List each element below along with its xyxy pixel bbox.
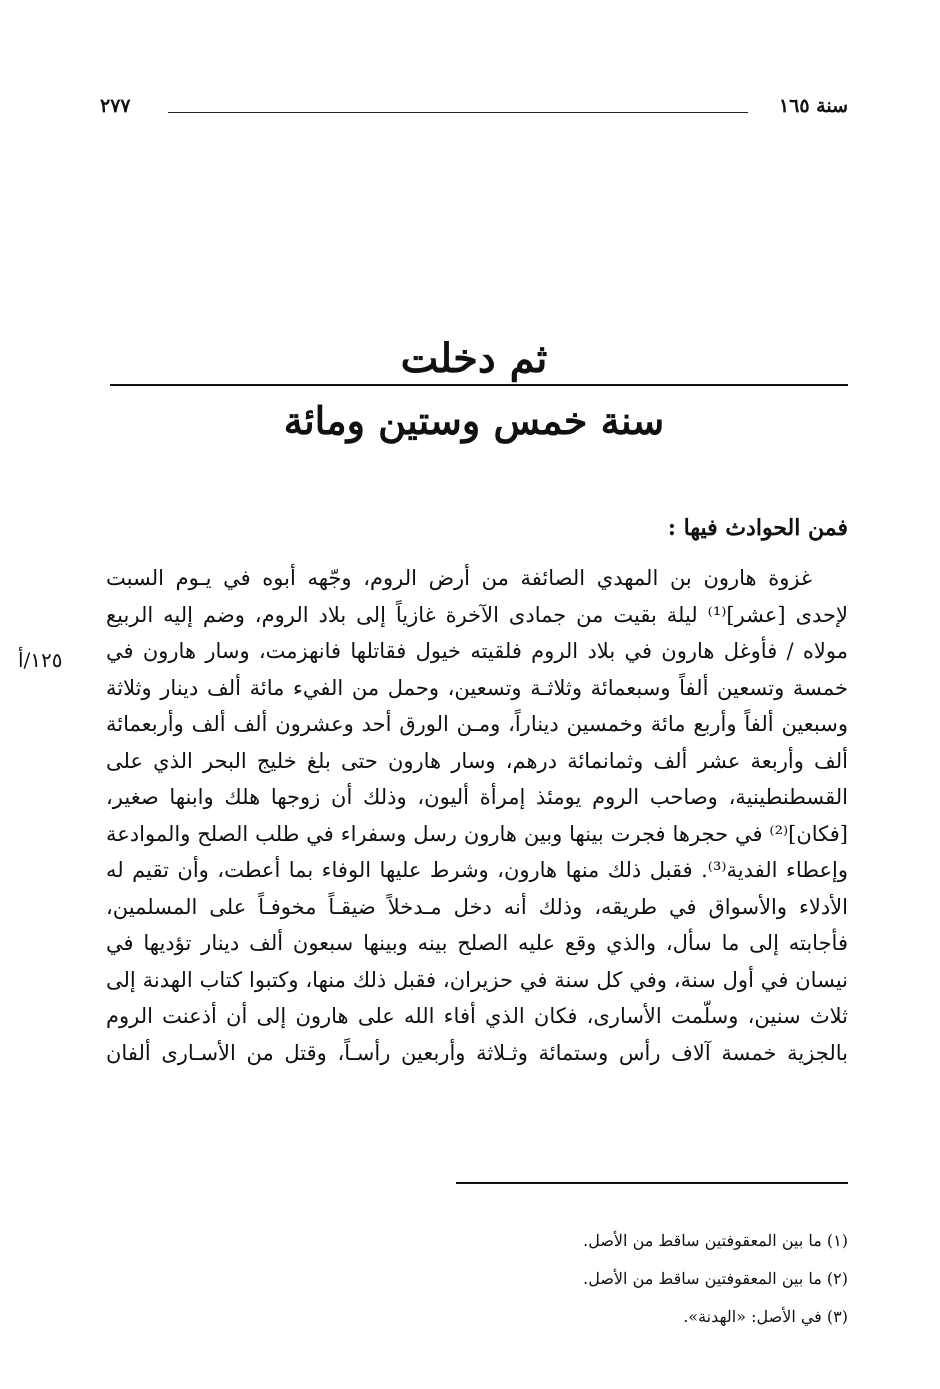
body-line: ألف وأربعة عشر ألف وثمانمائة درهم، وسار هارون حتى بلغ خليج البحر الذي على [106,748,848,773]
body-line: نيسان في أول سنة، وفي كل سنة في حزيران، فقبل ذلك منها، وكتبوا كتاب الهدنة إلى [106,967,848,992]
footnotes [106,1222,848,1336]
chapter-title-line1: ثم دخلت [400,335,548,382]
header-rule [168,112,748,113]
body-line: الأدلاء والأسواق في طريقه، وذلك أنه دخل مـدخلاً ضيقـاً مخوفـاً على المسلمين، [106,894,848,919]
footnote: (٣) في الأصل: «الهدنة». [683,1307,848,1326]
footnote: (٢) ما بين المعقوفتين ساقط من الأصل. [583,1269,848,1288]
title-divider [110,384,848,386]
section-heading: فمن الحوادث فيها : [667,515,848,541]
body-line: ثلاث سنين، وسلّمت الأسارى، فكان الذي أفاء الله على هارون إلى أن أذعنت الروم [106,1004,848,1028]
running-title: سنة ١٦٥ [778,95,848,117]
body-line: القسطنطينية، وصاحب الروم يومئذ إمرأة أليون، وذلك أن زوجها هلك وابنها صغير، [106,785,848,809]
page-number: ٢٧٧ [100,95,131,117]
page-header [100,95,848,125]
body-line: غزوة هارون بن المهدي الصائفة من أرض الروم، وجّهه أبوه في يـوم السبت [106,566,812,590]
footnote: (١) ما بين المعقوفتين ساقط من الأصل. [583,1231,848,1250]
chapter-title-line2: سنة خمس وستين ومائة [283,398,665,443]
body-line: مولاه / فأوغل هارون في بلاد الروم فلقيته خيول فقاتلها فانهزمت، وسار هارون في [106,639,848,663]
body-line: فأجابته إلى ما سأل، والذي وقع عليه الصلح بينه وبينها سبعون ألف دينار تؤديها في [106,931,848,955]
body-line: لإحدى [عشر]⁽¹⁾ ليلة بقيت من جمادى الآخرة غازياً إلى بلاد الروم، وضم إليه الربيع [106,602,848,627]
footnote-divider [456,1182,848,1184]
body-line: خمسة وتسعين ألفاً وسبعمائة وثلاثـة وتسعين، وحمل من الفيء مائة ألف دينار وثلاثة [106,675,848,700]
body-line: وإعطاء الفدية⁽³⁾. فقبل ذلك منها هارون، وشرط عليها الوفاء بما أعطت، وأن تقيم له [106,858,848,882]
body-text [106,560,848,1071]
body-line: وسبعين ألفاً وأربع مائة وخمسين ديناراً، ومـن الورق أحد وعشرون ألف ألف وأربعمائة [106,712,848,736]
body-line: بالجزية خمسة آلاف رأس وستمائة وثـلاثة وأربعين رأسـاً، وقتل من الأسـارى ألفان [106,1040,848,1065]
body-line: [فكان]⁽²⁾ في حجرها فجرت بينها وبين هارون رسل وسفراء في طلب الصلح والموادعة [106,821,848,846]
margin-folio-note: ١٢٥/أ [18,648,63,672]
